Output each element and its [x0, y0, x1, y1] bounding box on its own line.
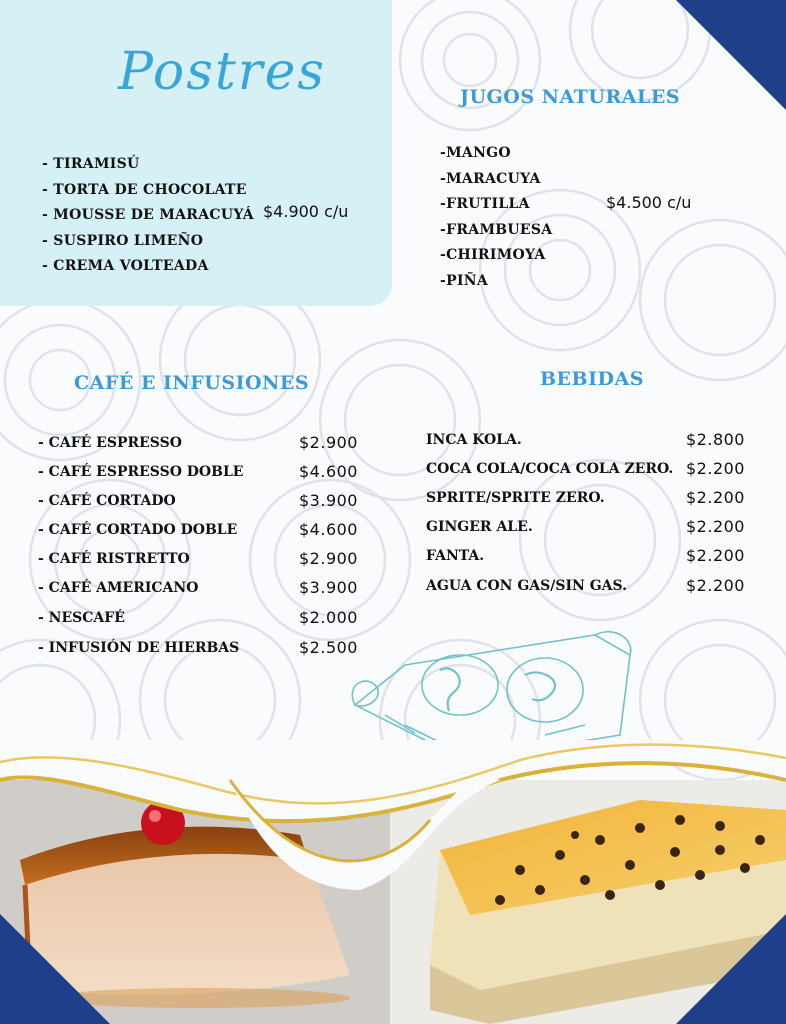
- corner-decoration-bottom-right: [676, 914, 786, 1024]
- list-item: -CHIRIMOYA: [440, 247, 546, 263]
- postres-title: Postres: [118, 42, 327, 102]
- item-price: $2.200: [686, 459, 745, 478]
- list-item: - CAFÉ CORTADO DOBLE: [38, 522, 238, 538]
- list-item: - CAFÉ ESPRESSO DOBLE: [38, 464, 244, 480]
- list-item: - INFUSIÓN DE HIERBAS: [38, 640, 240, 656]
- item-price: $4.600: [299, 520, 358, 539]
- list-item: - TIRAMISÚ: [42, 156, 140, 172]
- item-price: $2.200: [686, 546, 745, 565]
- item-price: $2.500: [299, 638, 358, 657]
- list-item: - SUSPIRO LIMEÑO: [42, 232, 204, 249]
- list-item: FANTA.: [426, 548, 485, 564]
- dessert-photos: [0, 740, 786, 1024]
- list-item: - CAFÉ ESPRESSO: [38, 435, 182, 451]
- list-item: -FRUTILLA: [440, 196, 530, 212]
- cafe-title: CAFÉ E INFUSIONES: [74, 372, 310, 394]
- list-item: -PIÑA: [440, 272, 489, 289]
- jugos-price: $4.500 c/u: [606, 193, 692, 212]
- list-item: SPRITE/SPRITE ZERO.: [426, 490, 605, 506]
- postres-price: $4.900 c/u: [263, 202, 349, 221]
- jugos-list: [440, 141, 552, 294]
- list-item: - CAFÉ CORTADO: [38, 493, 176, 509]
- jugos-title: JUGOS NATURALES: [460, 86, 681, 108]
- corner-decoration-bottom-left: [0, 914, 110, 1024]
- list-item: -MANGO: [440, 145, 511, 161]
- item-price: $2.900: [299, 549, 358, 568]
- list-item: - TORTA DE CHOCOLATE: [42, 181, 247, 198]
- postres-panel: [0, 0, 392, 306]
- corner-decoration-top-right: [676, 0, 786, 110]
- item-price: $2.800: [686, 430, 745, 449]
- list-item: -MARACUYA: [440, 170, 541, 187]
- item-price: $2.000: [299, 608, 358, 627]
- list-item: AGUA CON GAS/SIN GAS.: [426, 578, 628, 594]
- list-item: - CAFÉ AMERICANO: [38, 580, 199, 596]
- item-price: $2.200: [686, 488, 745, 507]
- list-item: GINGER ALE.: [426, 519, 533, 535]
- item-price: $4.600: [299, 462, 358, 481]
- list-item: - CREMA VOLTEADA: [42, 258, 209, 274]
- list-item: COCA COLA/COCA COLA ZERO.: [426, 461, 674, 477]
- item-price: $2.200: [686, 576, 745, 595]
- postres-list: [42, 152, 254, 280]
- item-price: $3.900: [299, 578, 358, 597]
- bebidas-title: BEBIDAS: [540, 368, 644, 390]
- item-price: $3.900: [299, 491, 358, 510]
- list-item: - MOUSSE DE MARACUYÁ: [42, 207, 254, 223]
- list-item: INCA KOLA.: [426, 432, 522, 448]
- list-item: - CAFÉ RISTRETTO: [38, 551, 190, 567]
- list-item: -FRAMBUESA: [440, 221, 553, 238]
- item-price: $2.900: [299, 433, 358, 452]
- list-item: - NESCAFÉ: [38, 610, 125, 626]
- item-price: $2.200: [686, 517, 745, 536]
